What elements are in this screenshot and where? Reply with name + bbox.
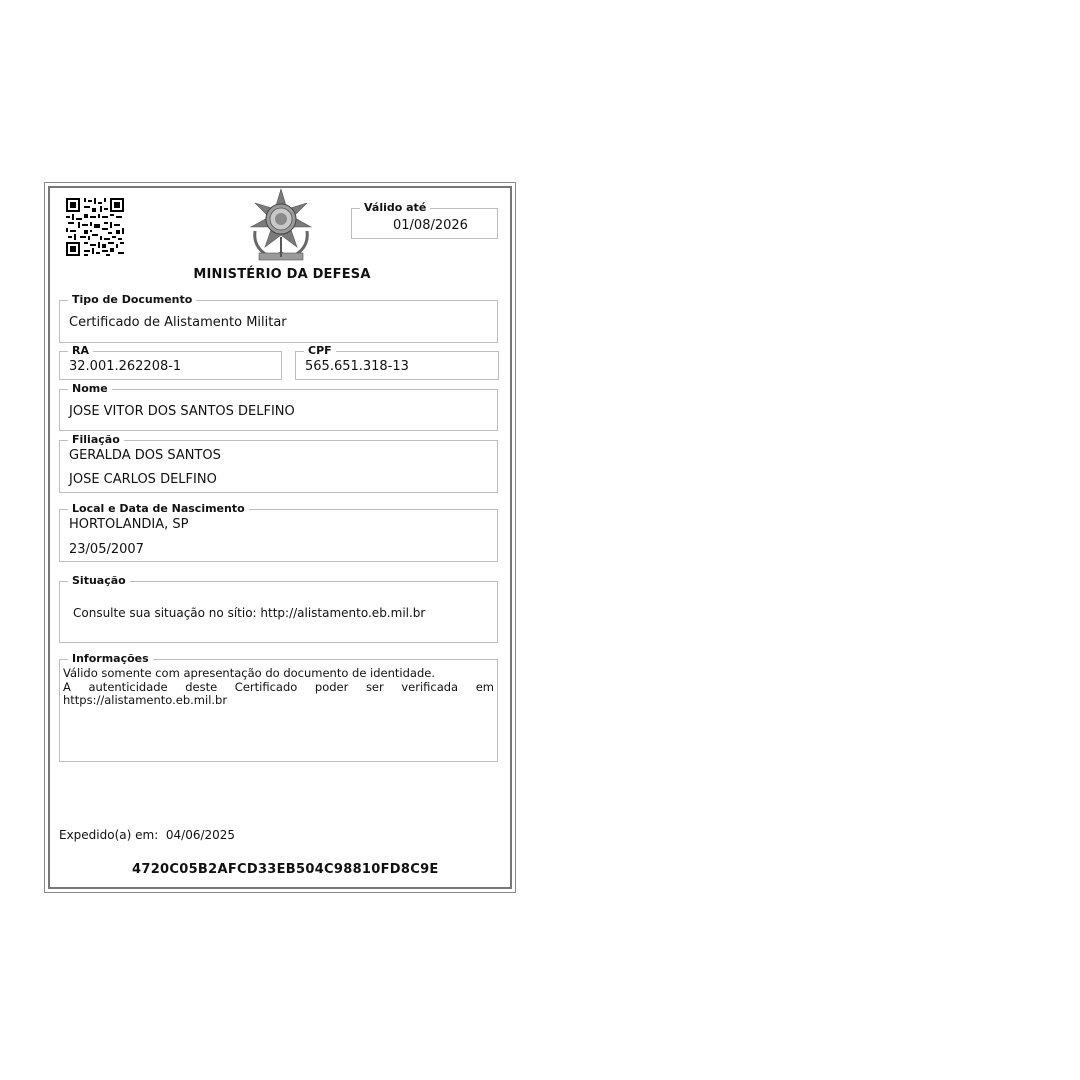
issued-date: [59, 828, 235, 842]
info-label: Informações: [72, 652, 149, 665]
birth-place: HORTOLANDIA, SP: [69, 517, 189, 532]
authentication-hash: 4720C05B2AFCD33EB504C98810FD8C9E: [132, 862, 439, 877]
doc-type-label: Tipo de Documento: [72, 293, 193, 306]
info-line-2: A autenticidade deste Certificado poder ser verificada em https://alistamento.eb.mil.br: [63, 679, 494, 707]
brazil-coat-of-arms-icon: [245, 187, 317, 263]
cpf-label: CPF: [308, 344, 332, 357]
valid-until-value: 01/08/2026: [393, 218, 468, 233]
ra-value: 32.001.262208-1: [69, 359, 182, 374]
issued-value: 04/06/2025: [165, 828, 236, 842]
affiliation-label: Filiação: [72, 433, 120, 446]
situation-text: Consulte sua situação no sítio: http://alistamento.eb.mil.br: [73, 606, 426, 620]
mother-name: GERALDA DOS SANTOS: [69, 448, 221, 463]
issued-label: Expedido(a) em:: [59, 828, 159, 842]
birth-label: Local e Data de Nascimento: [72, 502, 245, 515]
doc-type-value: Certificado de Alistamento Militar: [69, 315, 287, 330]
name-label: Nome: [72, 382, 108, 395]
birth-date: 23/05/2007: [69, 542, 144, 557]
info-line-1: Válido somente com apresentação do documento de identidade.: [63, 666, 435, 680]
valid-until-label: Válido até: [364, 201, 427, 214]
father-name: JOSE CARLOS DELFINO: [69, 472, 217, 487]
name-value: JOSE VITOR DOS SANTOS DELFINO: [69, 404, 295, 419]
qr-code-icon: [66, 198, 124, 256]
situation-label: Situação: [72, 574, 126, 587]
info-text: [63, 667, 494, 708]
cpf-value: 565.651.318-13: [305, 359, 409, 374]
ministry-title: MINISTÉRIO DA DEFESA: [193, 267, 371, 282]
ra-label: RA: [72, 344, 89, 357]
